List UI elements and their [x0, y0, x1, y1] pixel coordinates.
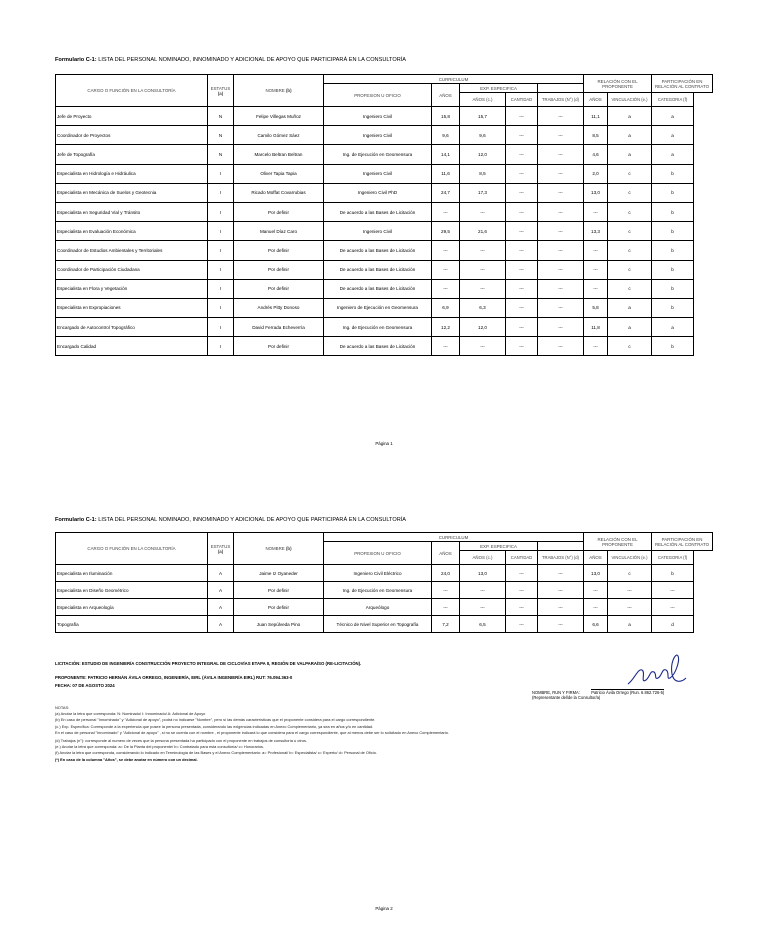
- cell-vinc: c: [608, 279, 652, 298]
- table-row: [56, 582, 713, 599]
- cell-profesion: Ingeniero Civil: [324, 126, 432, 145]
- note-c2: En el caso de personal "Innominado" y "Adicional de apoyo" , si no se cuenta con el nombre , el proponente indicará lo que considera para el cargo correspondiente, que al menos debe ser lo solicitado en Anexo Complementario.: [55, 729, 449, 735]
- header-anos-c: AÑOS (c.): [460, 93, 506, 107]
- cell-cat: a: [652, 145, 694, 164]
- cell-cargo: Especialista en Evaluación Económica: [56, 222, 208, 241]
- cell-trabajos: ---: [538, 318, 584, 337]
- table-row: [56, 145, 713, 164]
- page2-title-text: LISTA DEL PERSONAL NOMINADO, INNOMINADO Y ADICIONAL DE APOYO QUE PARTICIPARÁ EN LA CONSULTORÍA: [96, 517, 407, 523]
- cell-cat: ---: [652, 582, 694, 599]
- cell-cargo: Encargado de Autocontrol Topográfico: [56, 318, 208, 337]
- cell-nombre: Jaime Iz Oyaneder: [234, 565, 324, 582]
- note-d: (d) Trabajos (n°): corresponde al numero de veces que la persona presentada ha participado con el proponente en trabajos de consultoría u otros.: [55, 738, 308, 744]
- cell-estatus: I: [208, 318, 234, 337]
- cell-anos: 29,5: [432, 222, 460, 241]
- header-estatus: ESTATUS (a): [208, 533, 234, 565]
- cell-anos: 11,6: [432, 164, 460, 183]
- table-row: [56, 260, 713, 279]
- cell-nombre: David Ferrada Echeverría: [234, 318, 324, 337]
- header-trabajos: TRABAJOS (N°) (d): [538, 551, 584, 565]
- cell-profesion: Ingeniero Civil: [324, 222, 432, 241]
- cell-profesion: De acuerdo a las Bases de Licitación: [324, 337, 432, 356]
- note-e: (e.) Anotar la letra que corresponda: a= De la Planta del proponente/ b= Contratado para esta consultoría/ c= Honorarios.: [55, 744, 265, 750]
- cell-vinc: a: [608, 318, 652, 337]
- cell-anos: 15,8: [432, 107, 460, 126]
- cell-exp-anos: 13,0: [460, 565, 506, 582]
- cell-profesion: Arqueólogo: [324, 599, 432, 616]
- table1-body: [56, 107, 713, 356]
- cell-vinc: ---: [608, 599, 652, 616]
- cell-exp-anos: ---: [460, 582, 506, 599]
- cell-cat: b: [652, 260, 694, 279]
- cell-nombre: Manuel Díaz Caro: [234, 222, 324, 241]
- cell-anos: ---: [432, 582, 460, 599]
- fecha-line: FECHA: 07 DE AGOSTO 2024: [55, 683, 115, 688]
- header-estatus: ESTATUS (a): [208, 75, 234, 107]
- cell-cantidad: ---: [506, 599, 538, 616]
- cell-cantidad: ---: [506, 164, 538, 183]
- header-cantidad: CANTIDAD: [506, 93, 538, 107]
- personnel-table-page2: [55, 532, 713, 633]
- header-cargo: CARGO O FUNCIÓN EN LA CONSULTORÍA: [56, 533, 208, 565]
- header-curriculum: CURRICULUM: [324, 533, 584, 542]
- cell-cantidad: ---: [506, 279, 538, 298]
- cell-trabajos: ---: [538, 582, 584, 599]
- header-cantidad: CANTIDAD: [506, 551, 538, 565]
- cell-trabajos: ---: [538, 126, 584, 145]
- cell-vinc: c: [608, 260, 652, 279]
- cell-exp-anos: ---: [460, 599, 506, 616]
- cell-cargo: Especialista en Diseño Geométrico: [56, 582, 208, 599]
- header-participacion: PARTICIPACIÓN EN RELACIÓN AL CONTRATO: [652, 75, 713, 93]
- cell-anos: 6,9: [432, 298, 460, 317]
- proponente-line: PROPONENTE: PATRICIO HERNÁN ÁVILA ORREGO, INGENIERÍA, EIRL (ÁVILA INGENIERÍA EIRL) RUT: 76.094.363-0: [55, 675, 293, 680]
- cell-trabajos: ---: [538, 202, 584, 221]
- cell-anos: 24,0: [432, 565, 460, 582]
- cell-anos2: 13,0: [584, 565, 608, 582]
- cell-trabajos: ---: [538, 222, 584, 241]
- cell-anos: ---: [432, 279, 460, 298]
- cell-trabajos: ---: [538, 107, 584, 126]
- cell-vinc: a: [608, 616, 652, 633]
- cell-cargo: Jefe de Topografía: [56, 145, 208, 164]
- cell-exp-anos: 6,3: [460, 298, 506, 317]
- cell-cargo: Coordinador de Proyectos: [56, 126, 208, 145]
- header-trabajos: TRABAJOS (N°) (d): [538, 93, 584, 107]
- cell-anos2: 11,8: [584, 318, 608, 337]
- cell-cantidad: ---: [506, 616, 538, 633]
- table-row: [56, 183, 713, 202]
- table-row: [56, 279, 713, 298]
- cell-trabajos: ---: [538, 164, 584, 183]
- cell-cargo: Jefe de Proyecto: [56, 107, 208, 126]
- cell-cargo: Coordinador de Estudios Ambientales y Territoriales: [56, 241, 208, 260]
- signature-mark: [620, 650, 690, 692]
- page1-footer: Página 1: [375, 441, 393, 446]
- cell-cargo: Especialista en Mecánica de Suelos y Geotecnia: [56, 183, 208, 202]
- note-star: (*) En caso de la columna "Años", se debe anotar en número con un decimal.: [55, 756, 198, 762]
- cell-estatus: I: [208, 241, 234, 260]
- cell-anos2: 11,1: [584, 107, 608, 126]
- table-row: [56, 202, 713, 221]
- page1-title-text: LISTA DEL PERSONAL NOMINADO, INNOMINADO Y ADICIONAL DE APOYO QUE PARTICIPARÁ EN LA CONSULTORÍA: [96, 57, 407, 63]
- cell-cantidad: ---: [506, 582, 538, 599]
- cell-anos2: 13,0: [584, 183, 608, 202]
- table-row: [56, 337, 713, 356]
- cell-exp-anos: 15,7: [460, 107, 506, 126]
- header-relacion: RELACIÓN CON EL PROPONENTE: [584, 75, 652, 93]
- header-cargo: CARGO O FUNCIÓN EN LA CONSULTORÍA: [56, 75, 208, 107]
- cell-anos2: 4,6: [584, 145, 608, 164]
- signature-label: NOMBRE, RUN Y FIRMA:: [532, 690, 580, 695]
- cell-estatus: I: [208, 222, 234, 241]
- cell-exp-anos: ---: [460, 241, 506, 260]
- cell-estatus: A: [208, 599, 234, 616]
- cell-profesion: De acuerdo a las Bases de Licitación: [324, 260, 432, 279]
- cell-cat: b: [652, 298, 694, 317]
- header-vinculacion: VINCULACIÓN (e.): [608, 93, 652, 107]
- table2-body: [56, 565, 713, 633]
- cell-vinc: a: [608, 126, 652, 145]
- cell-trabajos: ---: [538, 260, 584, 279]
- cell-anos2: ---: [584, 337, 608, 356]
- page2-footer: Página 2: [375, 906, 393, 911]
- cell-cat: b: [652, 565, 694, 582]
- cell-cargo: Especialista en Arqueología: [56, 599, 208, 616]
- page1-title-bold: Formulario C-1:: [55, 57, 97, 63]
- signature-block: [532, 690, 664, 700]
- cell-vinc: c: [608, 222, 652, 241]
- cell-cargo: Especialista en Hidrología e Hidráulica: [56, 164, 208, 183]
- cell-cantidad: ---: [506, 126, 538, 145]
- cell-trabajos: ---: [538, 599, 584, 616]
- cell-exp-anos: 8,5: [460, 164, 506, 183]
- cell-anos2: 8,5: [584, 126, 608, 145]
- cell-anos: ---: [432, 260, 460, 279]
- cell-anos2: ---: [584, 582, 608, 599]
- cell-cat: b: [652, 183, 694, 202]
- cell-exp-anos: ---: [460, 202, 506, 221]
- cell-vinc: c: [608, 164, 652, 183]
- note-b: (b) En caso de personal "Innominado" y "Adicional de apoyo", podrá no indicarse "Nombre", pero sí las demás características que el proponente considera para el cargo correspondiente.: [55, 717, 376, 723]
- cell-trabajos: ---: [538, 337, 584, 356]
- cell-nombre: Ricado Moffat Covarrubias: [234, 183, 324, 202]
- cell-anos: 7,2: [432, 616, 460, 633]
- notes-block: [55, 705, 449, 763]
- cell-anos2: ---: [584, 260, 608, 279]
- header-anos2: AÑOS: [584, 551, 608, 565]
- cell-cantidad: ---: [506, 298, 538, 317]
- notes-title: NOTAS:: [55, 705, 70, 710]
- table-row: [56, 565, 713, 582]
- cell-cat: a: [652, 126, 694, 145]
- note-c1: (c.) Exp. Específica: Corresponde a la experiencia que posee la persona presentada, considerando las exigencias indicadas en Anexo Complementario, ya sea en años y/o en cantidad.: [55, 723, 374, 729]
- cell-estatus: N: [208, 145, 234, 164]
- cell-profesion: Ingeniero Civil Eléctrico: [324, 565, 432, 582]
- note-f: (f) Anotar la letra que corresponda, considerando lo indicado en Terminología de las Bases y el Anexo Complementario: a= Profesional/ b= Especialista/ c= Experto/ d= Personal de Oficio.: [55, 750, 377, 756]
- cell-profesion: Ingeniero Civil: [324, 164, 432, 183]
- cell-nombre: Felipe Villegas Muñoz: [234, 107, 324, 126]
- table-row: [56, 318, 713, 337]
- cell-cat: b: [652, 202, 694, 221]
- page1-title: [55, 57, 406, 63]
- cell-cantidad: ---: [506, 183, 538, 202]
- table-row: [56, 599, 713, 616]
- signature-role: (Representante del/de la Consultor/a): [532, 695, 601, 700]
- cell-estatus: I: [208, 183, 234, 202]
- cell-nombre: Oliver Tapia Tapia: [234, 164, 324, 183]
- cell-exp-anos: ---: [460, 279, 506, 298]
- cell-profesion: Ingeniero de Ejecución en Geomensura: [324, 298, 432, 317]
- cell-nombre: Por definir: [234, 279, 324, 298]
- cell-profesion: Ing. de Ejecución en Geomensura: [324, 582, 432, 599]
- cell-anos: ---: [432, 241, 460, 260]
- cell-cargo: Especialista en Seguridad Vial y Tránsito: [56, 202, 208, 221]
- cell-vinc: a: [608, 107, 652, 126]
- cell-anos2: ---: [584, 279, 608, 298]
- table-row: [56, 126, 713, 145]
- header-anos2: AÑOS: [584, 93, 608, 107]
- cell-estatus: I: [208, 164, 234, 183]
- cell-exp-anos: 21,6: [460, 222, 506, 241]
- cell-cantidad: ---: [506, 318, 538, 337]
- page2-title: [55, 517, 406, 523]
- cell-trabajos: ---: [538, 241, 584, 260]
- cell-cantidad: ---: [506, 337, 538, 356]
- cell-estatus: I: [208, 298, 234, 317]
- cell-trabajos: ---: [538, 298, 584, 317]
- header-anos: AÑOS: [432, 542, 460, 565]
- header-profesion: PROFESION U OFICIO: [324, 84, 432, 107]
- cell-cat: b: [652, 279, 694, 298]
- cell-estatus: A: [208, 582, 234, 599]
- cell-estatus: N: [208, 126, 234, 145]
- cell-profesion: Ing. de Ejecución en Geomensura: [324, 145, 432, 164]
- cell-cat: b: [652, 337, 694, 356]
- cell-vinc: c: [608, 202, 652, 221]
- cell-profesion: Ingeniero Civil PhD: [324, 183, 432, 202]
- signature-name: Patricio Ávila Orrego (Run. 6.862.726-5): [591, 690, 665, 695]
- header-vinculacion: VINCULACIÓN (e.): [608, 551, 652, 565]
- cell-anos2: 6,6: [584, 616, 608, 633]
- header-relacion: RELACIÓN CON EL PROPONENTE: [584, 533, 652, 551]
- cell-vinc: c: [608, 183, 652, 202]
- cell-exp-anos: 9,6: [460, 126, 506, 145]
- cell-profesion: Ing. de Ejecución en Geomensura: [324, 318, 432, 337]
- cell-exp-anos: 12,0: [460, 318, 506, 337]
- cell-vinc: c: [608, 565, 652, 582]
- cell-profesion: De acuerdo a las Bases de Licitación: [324, 279, 432, 298]
- header-exp-especifica: EXP. ESPECIFICA: [460, 84, 538, 93]
- cell-exp-anos: 17,3: [460, 183, 506, 202]
- cell-estatus: A: [208, 616, 234, 633]
- cell-vinc: a: [608, 298, 652, 317]
- licitacion-line: LICITACIÓN: ESTUDIO DE INGENIERÍA CONSTRUCCIÓN PROYECTO INTEGRAL DE CICLOVÍAS ETAPA II, REGIÓN DE VALPARAÍSO (RE-LICITACIÓN).: [55, 661, 362, 666]
- cell-anos: ---: [432, 599, 460, 616]
- cell-cantidad: ---: [506, 260, 538, 279]
- cell-estatus: I: [208, 260, 234, 279]
- header-participacion: PARTICIPACIÓN EN RELACIÓN AL CONTRATO: [652, 533, 713, 551]
- cell-estatus: I: [208, 202, 234, 221]
- cell-cargo: Encargado Calidad: [56, 337, 208, 356]
- header-nombre: NOMBRE (b): [234, 75, 324, 107]
- cell-profesion: Ingeniero Civil: [324, 107, 432, 126]
- cell-cargo: Especialista en Expropiaciones: [56, 298, 208, 317]
- table-row: [56, 298, 713, 317]
- cell-trabajos: ---: [538, 565, 584, 582]
- cell-exp-anos: 12,0: [460, 145, 506, 164]
- cell-trabajos: ---: [538, 183, 584, 202]
- header-categoria: CATEGORIA (f): [652, 93, 694, 107]
- cell-anos2: ---: [584, 599, 608, 616]
- table-row: [56, 241, 713, 260]
- cell-cargo: Especialista en Flora y Vegetación: [56, 279, 208, 298]
- cell-nombre: Por definir: [234, 202, 324, 221]
- cell-cat: d: [652, 616, 694, 633]
- cell-anos: ---: [432, 337, 460, 356]
- cell-nombre: Andrés Pitty Donoso: [234, 298, 324, 317]
- cell-anos2: ---: [584, 202, 608, 221]
- cell-exp-anos: ---: [460, 260, 506, 279]
- table-row: [56, 107, 713, 126]
- cell-nombre: Por definir: [234, 582, 324, 599]
- cell-nombre: Marcelo Beltran Beltran: [234, 145, 324, 164]
- cell-profesion: Técnico de Nivel Superior en Topografía: [324, 616, 432, 633]
- cell-vinc: c: [608, 241, 652, 260]
- header-nombre: NOMBRE (b): [234, 533, 324, 565]
- table-row: [56, 164, 713, 183]
- cell-nombre: Por definir: [234, 241, 324, 260]
- cell-profesion: De acuerdo a las Bases de Licitación: [324, 202, 432, 221]
- cell-anos: 24,7: [432, 183, 460, 202]
- note-a: (a) Anotar la letra que corresponda: N: Nominado/ I: Innominado/ A: Adicional de Apoyo: [55, 711, 206, 717]
- cell-anos2: ---: [584, 241, 608, 260]
- cell-cantidad: ---: [506, 241, 538, 260]
- cell-nombre: Por definir: [234, 337, 324, 356]
- cell-cat: a: [652, 318, 694, 337]
- cell-anos: 14,1: [432, 145, 460, 164]
- cell-estatus: A: [208, 565, 234, 582]
- cell-cantidad: ---: [506, 565, 538, 582]
- header-anos-c: AÑOS (c.): [460, 551, 506, 565]
- table-row: [56, 222, 713, 241]
- header-curriculum: CURRICULUM: [324, 75, 584, 84]
- cell-cat: ---: [652, 599, 694, 616]
- cell-cargo: Topografía: [56, 616, 208, 633]
- cell-anos: 12,2: [432, 318, 460, 337]
- header-exp-especifica: EXP. ESPECIFICA: [460, 542, 538, 551]
- cell-cantidad: ---: [506, 107, 538, 126]
- page2-title-bold: Formulario C-1:: [55, 517, 97, 523]
- cell-nombre: Camilo Gómez Sáez: [234, 126, 324, 145]
- cell-cantidad: ---: [506, 222, 538, 241]
- cell-profesion: De acuerdo a las Bases de Licitación: [324, 241, 432, 260]
- cell-nombre: Por definir: [234, 599, 324, 616]
- cell-trabajos: ---: [538, 279, 584, 298]
- header-categoria: CATEGORIA (f): [652, 551, 694, 565]
- cell-anos: 9,6: [432, 126, 460, 145]
- cell-nombre: Juan Sepúlveda Pino: [234, 616, 324, 633]
- cell-cargo: Coordinador de Participación Ciudadana: [56, 260, 208, 279]
- cell-estatus: I: [208, 279, 234, 298]
- cell-nombre: Por definir: [234, 260, 324, 279]
- cell-anos: ---: [432, 202, 460, 221]
- cell-estatus: N: [208, 107, 234, 126]
- cell-vinc: c: [608, 337, 652, 356]
- cell-cargo: Especialista en Iluminación: [56, 565, 208, 582]
- table-row: [56, 616, 713, 633]
- cell-anos2: 2,0: [584, 164, 608, 183]
- cell-estatus: I: [208, 337, 234, 356]
- cell-cantidad: ---: [506, 145, 538, 164]
- cell-anos2: 13,3: [584, 222, 608, 241]
- cell-cat: b: [652, 164, 694, 183]
- personnel-table-page1: [55, 74, 713, 356]
- header-anos: AÑOS: [432, 84, 460, 107]
- cell-cat: a: [652, 107, 694, 126]
- cell-vinc: ---: [608, 582, 652, 599]
- cell-trabajos: ---: [538, 616, 584, 633]
- header-profesion: PROFESION U OFICIO: [324, 542, 432, 565]
- cell-cat: b: [652, 222, 694, 241]
- cell-vinc: a: [608, 145, 652, 164]
- cell-exp-anos: ---: [460, 337, 506, 356]
- cell-exp-anos: 6,5: [460, 616, 506, 633]
- cell-cat: b: [652, 241, 694, 260]
- cell-cantidad: ---: [506, 202, 538, 221]
- cell-trabajos: ---: [538, 145, 584, 164]
- cell-anos2: 5,8: [584, 298, 608, 317]
